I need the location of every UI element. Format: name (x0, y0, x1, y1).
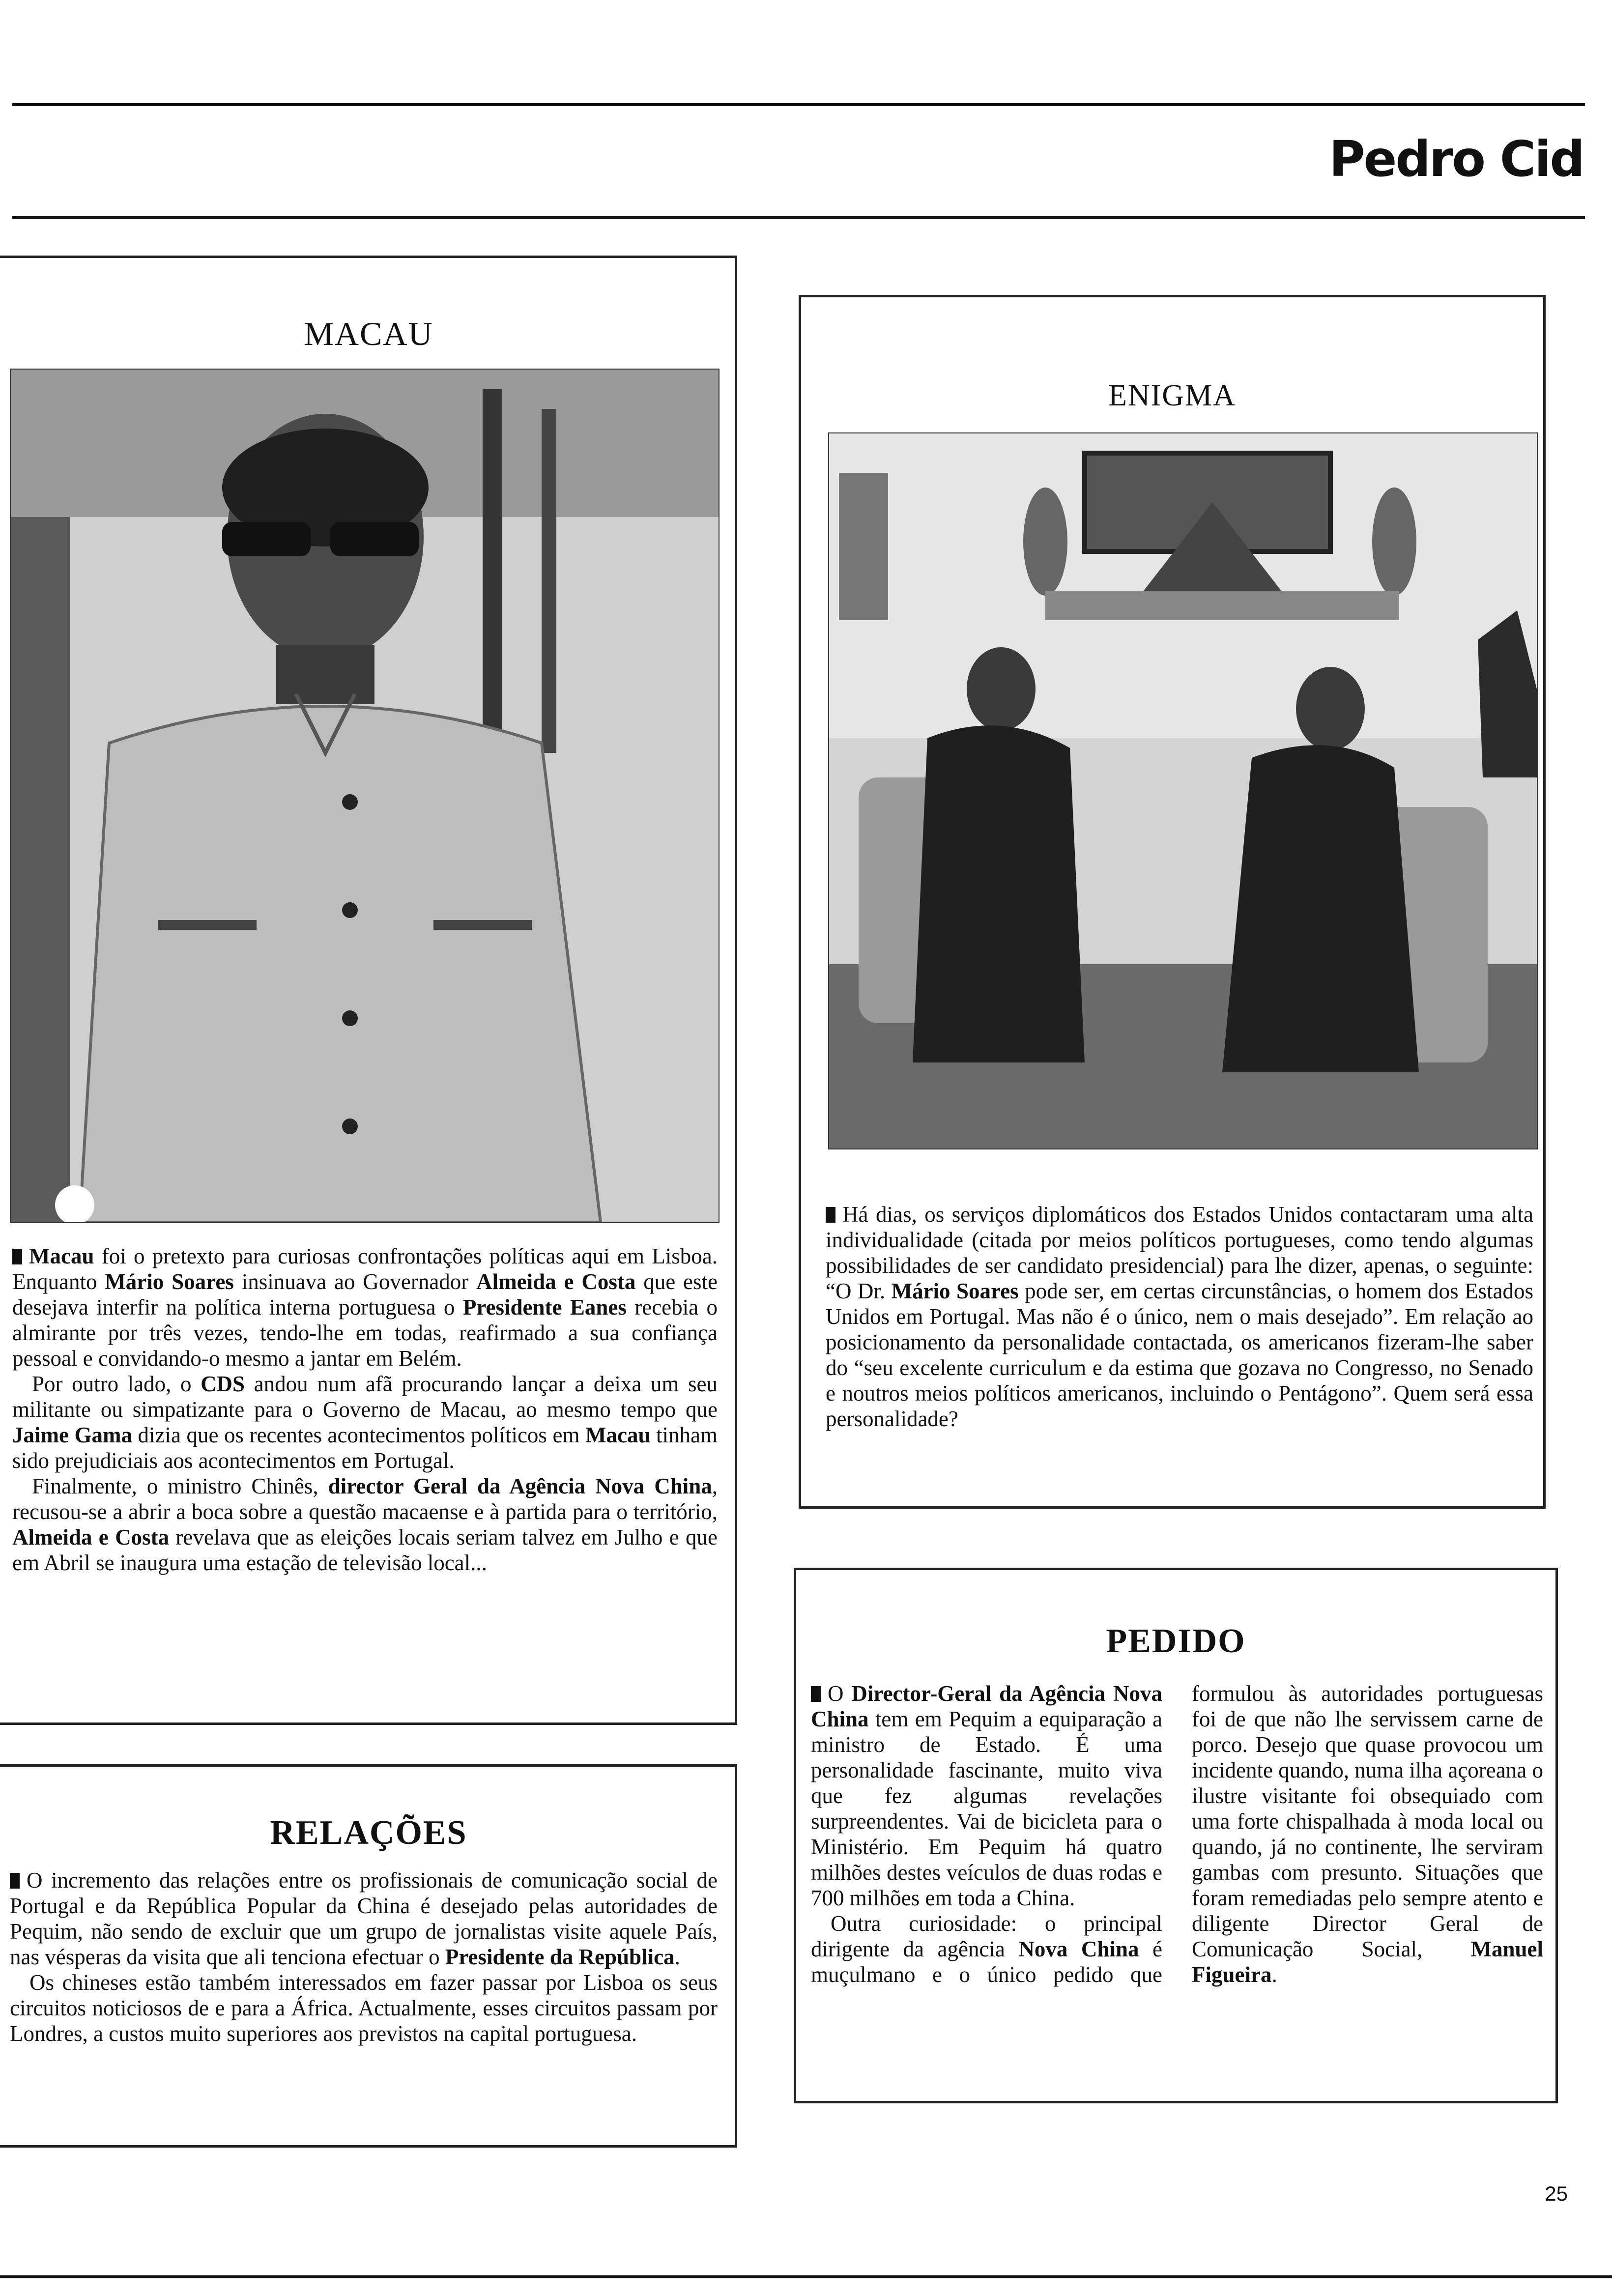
pedido-headline: PEDIDO (1106, 1622, 1246, 1660)
relacoes-body (10, 1867, 718, 2046)
macau-photo (10, 369, 720, 1223)
relacoes-headline: RELAÇÕES (270, 1814, 467, 1852)
enigma-headline: ENIGMA (1108, 379, 1236, 412)
macau-paragraph-1: Macau foi o pretexto para curiosas confrontações políticas aqui em Lisboa. Enquanto Mário Soares insinuava ao Governador Almeida e Costa que este desejava interfir na política interna portuguesa o Presidente Eanes recebia o almirante por três vezes, tendo-lhe em todas, reafirmado a sua confiança pessoal e convidando-o mesmo a jantar em Belém. (12, 1244, 718, 1371)
header-rule (12, 216, 1585, 219)
pedido-paragraph-2: Outra curiosidade: o principal dirigente da agência Nova China é muçulmano e o único pedido que formulou às autoridades portuguesas foi de que não lhe servissem carne de porco. Desejo que quase provocou um incidente quando, numa ilha açoreana o ilustre visitante foi obsequiado com uma forte chispalhada à moda local ou quando, já no continente, lhe serviram gambas com presunto. Situações que foram remediadas pelo sempre atento e diligente Director Geral de Comunicação Social, Manuel Figueira. (811, 1681, 1543, 1987)
bottom-rule (0, 2275, 1612, 2278)
enigma-paragraph-1: Há dias, os serviços diplomáticos dos Estados Unidos contactaram uma alta individualidade (citada por meios políticos portugueses, como tendo algumas possibilidades de ser candidato presidencial) para lhe dizer, apenas, o seguinte: “O Dr. Mário Soares pode ser, em certas circunstâncias, o homem dos Estados Unidos em Portugal. Mas não é o único, nem o mais desejado”. Em relação ao posicionamento da personalidade contactada, os americanos fizeram-lhe saber do “seu excelente curriculum e da estima que gozava no Congresso, no Senado e noutros meios políticos americanos, incluindo o Pentágono”. Quem será essa personalidade? (826, 1202, 1533, 1431)
relacoes-paragraph-1: O incremento das relações entre os profissionais de comunicação social de Portugal e da República Popular da China é desejado pelas autoridades de Pequim, não sendo de excluir que um grupo de jornalistas visite aquele País, nas vésperas da visita que ali tenciona efectuar o Presidente da República. (10, 1868, 718, 1969)
enigma-body (826, 1202, 1533, 1432)
bullet-icon (811, 1686, 821, 1702)
macau-paragraph-2: Por outro lado, o CDS andou num afã procurando lançar a deixa um seu militante ou simpatizante para o Governo de Macau, ao mesmo tempo que Jaime Gama dizia que os recentes acontecimentos políticos em Macau tinham sido prejudiciais aos acontecimentos em Portugal. (12, 1372, 718, 1473)
bullet-icon (12, 1249, 22, 1264)
page-number: 25 (1545, 2182, 1568, 2205)
bullet-icon (826, 1207, 835, 1223)
pedido-body (811, 1681, 1543, 2094)
enigma-photo (828, 432, 1538, 1149)
bullet-icon (10, 1873, 20, 1889)
macau-paragraph-3: Finalmente, o ministro Chinês, director Geral da Agência Nova China, recusou-se a abrir a boca sobre a questão macaense e à partida para o território, Almeida e Costa revelava que as eleições locais seriam talvez em Julho e que em Abril se inaugura uma estação de televisão local... (12, 1474, 718, 1575)
top-rule (12, 103, 1585, 106)
pedido-paragraph-1: O Director-Geral da Agência Nova China tem em Pequim a equiparação a ministro de Estado. É uma personalidade fascinante, muito viva que fez algumas revelações surpreendentes. Vai de bicicleta para o Ministério. Em Pequim há quatro milhões destes veículos de duas rodas e 700 milhões em toda a China. (811, 1681, 1162, 1910)
relacoes-paragraph-2: Os chineses estão também interessados em fazer passar por Lisboa os seus circuitos noticiosos de e para a África. Actualmente, esses circuitos passam por Londres, a custos muito superiores aos previstos na capital portuguesa. (10, 1970, 718, 2046)
macau-headline: MACAU (304, 315, 433, 352)
byline: Pedro Cid (1329, 130, 1583, 188)
macau-body (12, 1243, 718, 1576)
